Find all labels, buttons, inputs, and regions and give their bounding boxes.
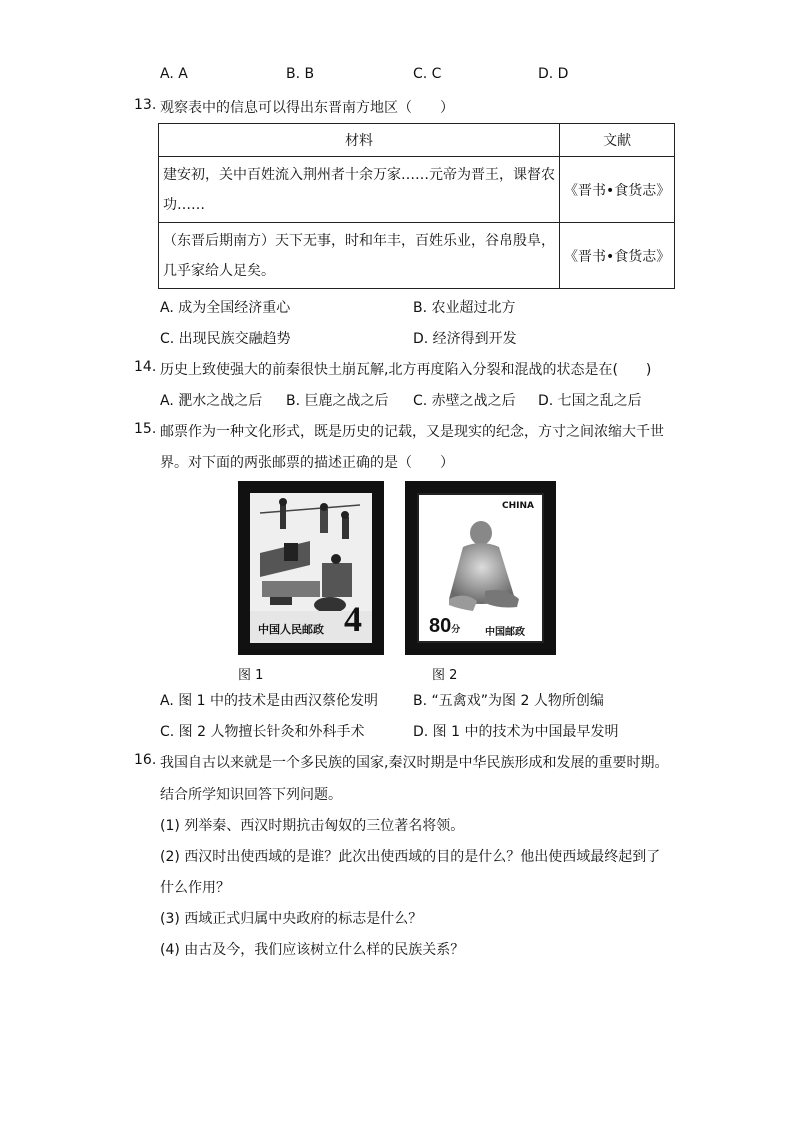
q12-option-a: A. A — [160, 66, 188, 82]
stamp-1-text: 中国人民邮政 — [258, 623, 324, 636]
stamp-2-country: CHINA — [502, 501, 534, 511]
q15-number: 15. — [134, 421, 157, 437]
q15-option-a: A. 图 1 中的技术是由西汉蔡伦发明 — [160, 693, 379, 709]
row-1-line-2: 功…… — [163, 196, 205, 213]
table-row-2-source: 《晋书•食货志》 — [560, 223, 675, 289]
q13-option-a: A. 成为全国经济重心 — [160, 300, 291, 316]
q13-number: 13. — [134, 97, 157, 113]
q14-option-c: C. 赤壁之战之后 — [413, 393, 516, 409]
table-row-2-material — [159, 223, 560, 289]
table-row-1-material — [159, 157, 560, 223]
q12-option-c: C. C — [413, 66, 442, 82]
row-1-line-1: 建安初，关中百姓流入荆州者十余万家……元帝为晋王，课督农 — [163, 166, 555, 183]
stamp-1-image — [238, 481, 384, 655]
stamp-2-text: 中国邮政 — [485, 627, 525, 638]
q16-sub-1: (1) 列举秦、西汉时期抗击匈奴的三位著名将领。 — [160, 818, 465, 834]
q16-stem-line-1: 我国自古以来就是一个多民族的国家,秦汉时期是中华民族形成和发展的重要时期。 — [160, 755, 669, 771]
row-2-line-1: （东晋后期南方）天下无事，时和年丰，百姓乐业，谷帛殷阜， — [163, 232, 555, 249]
q16-sub-2-line-1: (2) 西汉时出使西域的是谁？此次出使西域的目的是什么？他出使西域最终起到了 — [160, 849, 661, 865]
q16-number: 16. — [134, 752, 157, 768]
stamp-2-unit: 分 — [451, 624, 461, 634]
q15-stem-line-2: 界。对下面的两张邮票的描述正确的是（ ） — [160, 455, 454, 471]
stamp-2-value: 80 — [429, 615, 452, 637]
q13-option-c: C. 出现民族交融趋势 — [160, 331, 291, 347]
q16-sub-4: (4) 由古及今，我们应该树立什么样的民族关系？ — [160, 942, 465, 958]
q13-material-table — [158, 123, 675, 289]
q14-stem: 历史上致使强大的前秦很快土崩瓦解,北方再度陷入分裂和混战的状态是在( ) — [160, 362, 652, 378]
q16-sub-2-line-2: 什么作用？ — [160, 880, 230, 896]
stamp-2-image — [405, 481, 556, 655]
q12-option-d: D. D — [538, 66, 569, 82]
stamp-2-caption: 图 2 — [432, 668, 458, 683]
q16-stem-line-2: 结合所学知识回答下列问题。 — [160, 787, 342, 803]
q15-stem-line-1: 邮票作为一种文化形式，既是历史的记载，又是现实的纪念，方寸之间浓缩大千世 — [160, 424, 664, 440]
q14-number: 14. — [134, 359, 157, 375]
table-header-material: 材料 — [159, 124, 560, 157]
q14-option-b: B. 巨鹿之战之后 — [286, 393, 389, 409]
q15-option-b: B. “五禽戏”为图 2 人物所创编 — [413, 693, 604, 709]
q15-option-c: C. 图 2 人物擅长针灸和外科手术 — [160, 724, 365, 740]
q15-option-d: D. 图 1 中的技术为中国最早发明 — [413, 724, 619, 740]
q14-option-d: D. 七国之乱之后 — [538, 393, 642, 409]
q16-sub-3: (3) 西域正式归属中央政府的标志是什么？ — [160, 911, 423, 927]
q12-option-b: B. B — [286, 66, 315, 82]
stamp-1-caption: 图 1 — [238, 668, 264, 683]
q13-option-b: B. 农业超过北方 — [413, 300, 516, 316]
row-2-line-2: 几乎家给人足矣。 — [163, 262, 275, 279]
table-header-source: 文献 — [560, 124, 675, 157]
stamp-2-face — [417, 493, 544, 643]
stamp-2-denomination — [429, 615, 460, 638]
stamp-1-face — [250, 493, 372, 643]
q13-option-d: D. 经济得到开发 — [413, 331, 517, 347]
q13-stem: 观察表中的信息可以得出东晋南方地区（ ） — [160, 100, 454, 116]
q14-option-a: A. 淝水之战之后 — [160, 393, 263, 409]
table-row-1-source: 《晋书•食货志》 — [560, 157, 675, 223]
stamp-1-denomination: 4 — [344, 599, 362, 639]
